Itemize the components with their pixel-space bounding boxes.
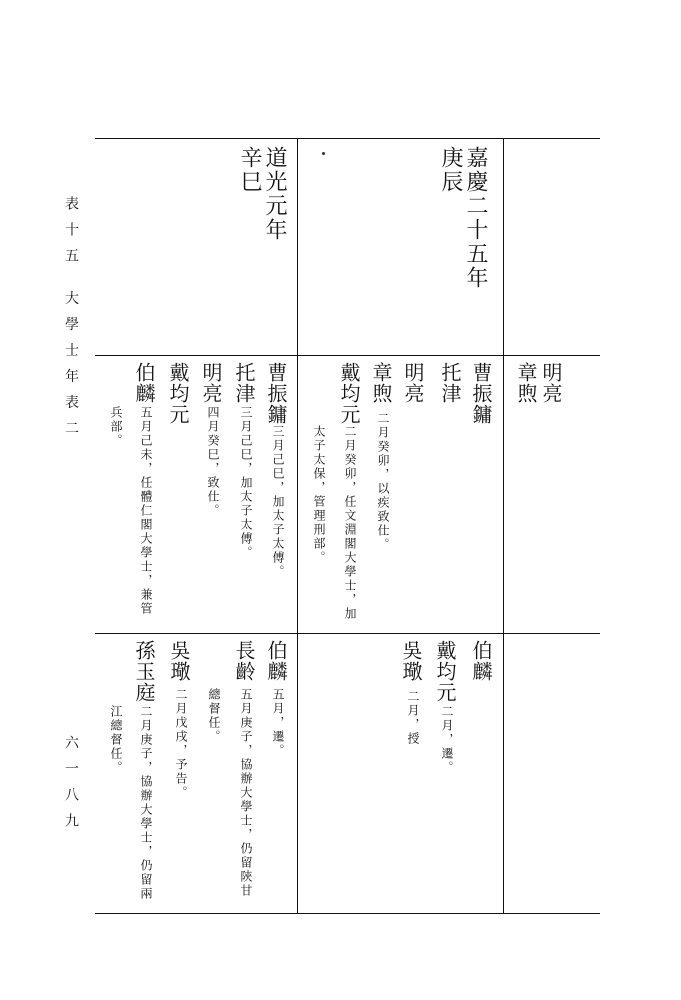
official-name: 長齡 bbox=[232, 640, 256, 682]
event-note: 五月己未，任體仁閣大學士，兼管 bbox=[139, 406, 153, 616]
top-rule bbox=[95, 138, 600, 139]
event-note: 三月己巳，加太子太傅。 bbox=[271, 425, 285, 579]
event-note: 五月庚子，協辦大學士，仍留陝甘 bbox=[239, 688, 253, 898]
official-name: 明亮 bbox=[401, 362, 425, 404]
prev-name: 章煦 bbox=[514, 362, 538, 404]
event-note: 二月戊戌，予告。 bbox=[174, 688, 188, 800]
official-name: 吳璥 bbox=[167, 640, 191, 682]
official-name: 伯麟 bbox=[132, 362, 156, 404]
official-name: 托津 bbox=[232, 362, 256, 404]
official-name: 曹振鏞 bbox=[264, 362, 288, 425]
year-ganzhi-1820: 庚辰 bbox=[438, 146, 463, 194]
event-note: 五月，遷。 bbox=[271, 688, 285, 758]
year-era-1821: 道光元年 bbox=[262, 146, 287, 242]
official-name: 吳璥 bbox=[399, 640, 423, 682]
event-note: 二月庚子，協辦大學士，仍留兩 bbox=[139, 705, 153, 901]
event-note: 二月癸卯，任文淵閣大學士，加 bbox=[343, 425, 357, 621]
official-name: 曹振鏞 bbox=[469, 362, 493, 425]
event-note-continued: 總督任。 bbox=[207, 688, 221, 744]
official-name: 明亮 bbox=[199, 362, 223, 404]
event-note-continued: 兵部。 bbox=[109, 406, 123, 448]
event-note: 二月，遷。 bbox=[440, 705, 454, 775]
event-note: 四月癸巳，致仕。 bbox=[206, 406, 220, 518]
bottom-rule bbox=[95, 913, 600, 914]
column-divider-2 bbox=[297, 138, 298, 913]
event-note-continued: 江總督任。 bbox=[109, 705, 123, 775]
official-name: 戴均元 bbox=[433, 640, 457, 703]
year-ganzhi-1821: 辛巳 bbox=[237, 146, 262, 194]
event-note: 二月，授 bbox=[406, 690, 420, 746]
column-divider-1 bbox=[503, 138, 504, 913]
page-number: 六一八九 bbox=[63, 735, 79, 839]
prev-name: 明亮 bbox=[539, 362, 563, 404]
event-note: 二月癸卯，以疾致仕。 bbox=[376, 412, 390, 552]
event-note-continued: 太子太保，管理刑部。 bbox=[312, 425, 326, 565]
official-name: 伯麟 bbox=[264, 640, 288, 682]
margin-header: 表十五 大學士年表二 bbox=[63, 196, 79, 447]
row-divider-2 bbox=[95, 633, 600, 634]
ink-speck bbox=[322, 152, 325, 155]
official-name: 托津 bbox=[438, 362, 462, 404]
row-divider-1 bbox=[95, 355, 600, 356]
year-era-1820: 嘉慶二十五年 bbox=[463, 146, 488, 290]
official-name: 伯麟 bbox=[469, 640, 493, 682]
event-note: 三月己巳，加太子太傅。 bbox=[239, 406, 253, 560]
official-name: 章煦 bbox=[369, 362, 393, 404]
official-name: 戴均元 bbox=[166, 362, 190, 425]
official-name: 孫玉庭 bbox=[132, 640, 156, 703]
official-name: 戴均元 bbox=[337, 362, 361, 425]
